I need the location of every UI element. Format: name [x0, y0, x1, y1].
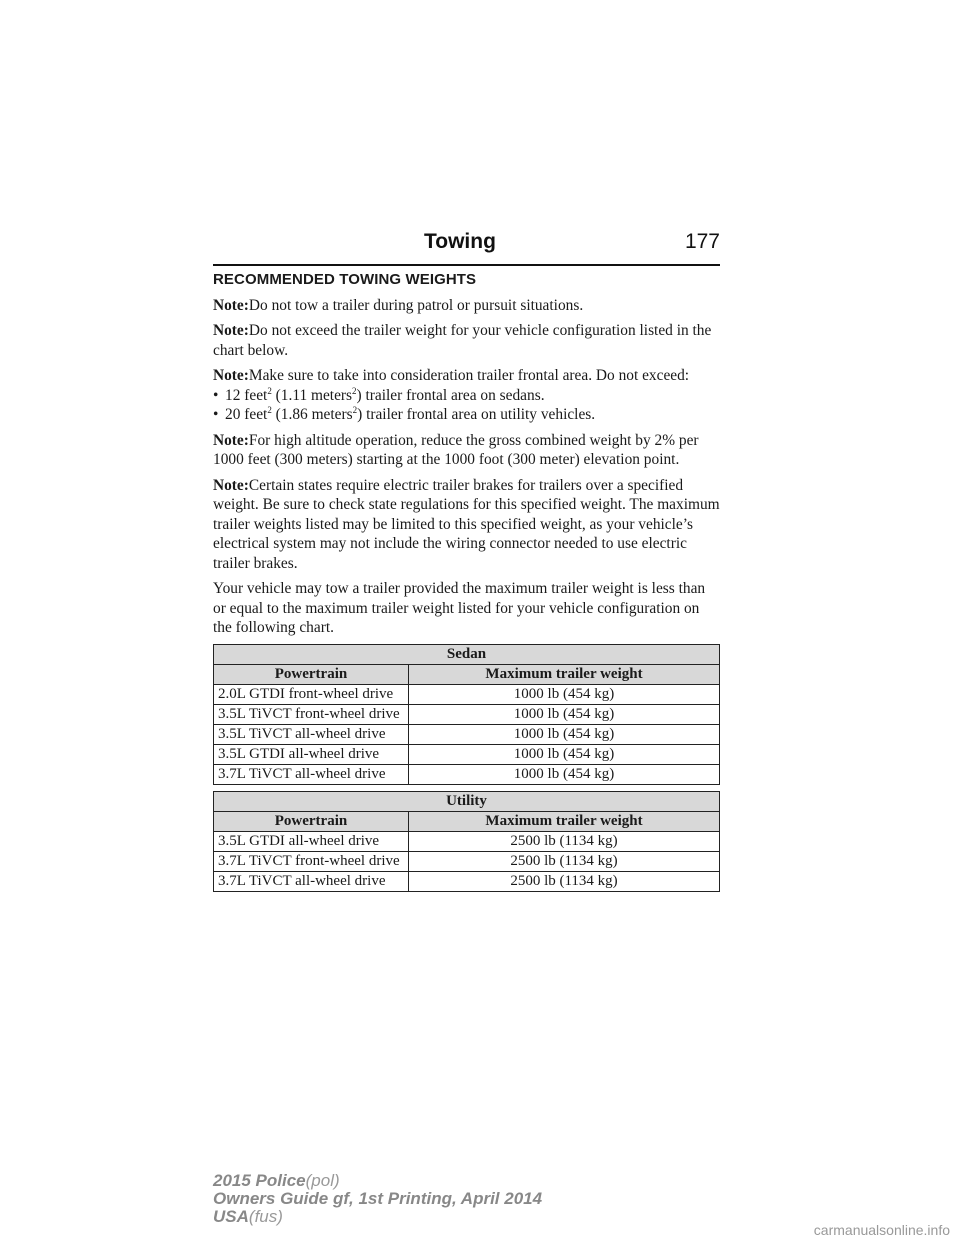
column-header: Maximum trailer weight [409, 811, 720, 831]
superscript: 2 [352, 404, 358, 415]
powertrain-cell: 3.5L TiVCT front-wheel drive [214, 704, 409, 724]
table-row [214, 684, 720, 704]
note-text: Make sure to take into consideration trailer frontal area. Do not exceed: [248, 367, 690, 384]
header-divider [213, 264, 720, 266]
note-brakes [213, 476, 720, 574]
footer-code: (pol) [305, 1171, 340, 1190]
table-row [214, 724, 720, 744]
table-title: Sedan [214, 644, 720, 664]
weight-cell: 2500 lb (1134 kg) [409, 851, 720, 871]
powertrain-cell: 3.7L TiVCT all-wheel drive [214, 764, 409, 784]
list-text: (1.86 meters [271, 406, 353, 423]
superscript: 2 [267, 385, 272, 396]
column-header: Maximum trailer weight [409, 664, 720, 684]
weight-cell: 1000 lb (454 kg) [409, 684, 720, 704]
page-content [213, 268, 720, 898]
note-label: Note: [213, 431, 249, 449]
watermark: carmanualsonline.info [813, 1222, 950, 1238]
section-heading: RECOMMENDED TOWING WEIGHTS [213, 271, 477, 288]
table-row [214, 744, 720, 764]
table-row [214, 764, 720, 784]
column-header: Powertrain [214, 664, 409, 684]
weight-cell: 1000 lb (454 kg) [409, 724, 720, 744]
page-number: 177 [684, 230, 720, 253]
note-text: Do not tow a trailer during patrol or pursuit situations. [248, 296, 584, 314]
note-frontal-area [213, 366, 720, 386]
note-label: Note: [213, 296, 249, 314]
powertrain-cell: 3.7L TiVCT all-wheel drive [214, 871, 409, 891]
powertrain-cell: 2.0L GTDI front-wheel drive [214, 684, 409, 704]
note-patrol [213, 296, 720, 316]
bullet-icon: • [213, 406, 219, 423]
list-text: 12 feet [225, 386, 268, 404]
utility-table [213, 791, 720, 892]
note-config [213, 321, 720, 360]
footer-line [213, 1190, 542, 1208]
frontal-area-list [213, 386, 720, 425]
table-row [214, 704, 720, 724]
weight-cell: 2500 lb (1134 kg) [409, 831, 720, 851]
note-text: Certain states require electric trailer brakes for trailers over a specified weight. Be sure to check state regulations for this specified weight. The maximum trailer weights listed may be limited to this specified weight, as your vehicle’s electrical system may not include the wiring connector needed to use electric trailer brakes. [213, 476, 720, 572]
list-text: ) trailer frontal area on sedans. [356, 386, 545, 404]
note-label: Note: [213, 367, 249, 384]
powertrain-cell: 3.5L GTDI all-wheel drive [214, 744, 409, 764]
column-header: Powertrain [214, 811, 409, 831]
weight-cell: 2500 lb (1134 kg) [409, 871, 720, 891]
list-text: 20 feet [225, 406, 268, 423]
note-text: For high altitude operation, reduce the gross combined weight by 2% per 1000 feet (300 meters) starting at the 1000 foot (300 meter) elevation point. [213, 431, 699, 468]
intro-paragraph: Your vehicle may tow a trailer provided the maximum trailer weight is less than or equal to the maximum trailer weight listed for your vehicle configuration on the following chart. [213, 580, 706, 636]
weight-cell: 1000 lb (454 kg) [409, 704, 720, 724]
footer-market: USA [213, 1207, 249, 1226]
footer-edition: Owners Guide gf, 1st Printing, April 2014 [213, 1189, 543, 1208]
note-text: Do not exceed the trailer weight for your vehicle configuration listed in the chart below. [213, 322, 712, 359]
footer-model: 2015 Police [213, 1171, 306, 1190]
footer-line [213, 1208, 542, 1226]
list-item [213, 386, 720, 406]
table-row [214, 831, 720, 851]
note-altitude [213, 431, 720, 470]
powertrain-cell: 3.5L GTDI all-wheel drive [214, 831, 409, 851]
weight-cell: 1000 lb (454 kg) [409, 744, 720, 764]
sedan-table [213, 644, 720, 785]
footer-code: (fus) [248, 1207, 283, 1226]
superscript: 2 [352, 385, 357, 396]
powertrain-cell: 3.7L TiVCT front-wheel drive [214, 851, 409, 871]
page-title: Towing [424, 230, 496, 253]
weight-cell: 1000 lb (454 kg) [409, 764, 720, 784]
powertrain-cell: 3.5L TiVCT all-wheel drive [214, 724, 409, 744]
page-header [213, 228, 720, 262]
table-row [214, 871, 720, 891]
footer-line [213, 1172, 542, 1190]
note-label: Note: [213, 476, 249, 494]
note-label: Note: [213, 322, 249, 339]
table-row [214, 851, 720, 871]
list-text: (1.11 meters [271, 386, 353, 404]
table-title: Utility [214, 791, 720, 811]
document-footer [213, 1172, 542, 1226]
list-item [213, 405, 720, 425]
superscript: 2 [267, 404, 272, 415]
list-text: ) trailer frontal area on utility vehicles. [357, 406, 596, 423]
bullet-icon: • [213, 386, 219, 404]
